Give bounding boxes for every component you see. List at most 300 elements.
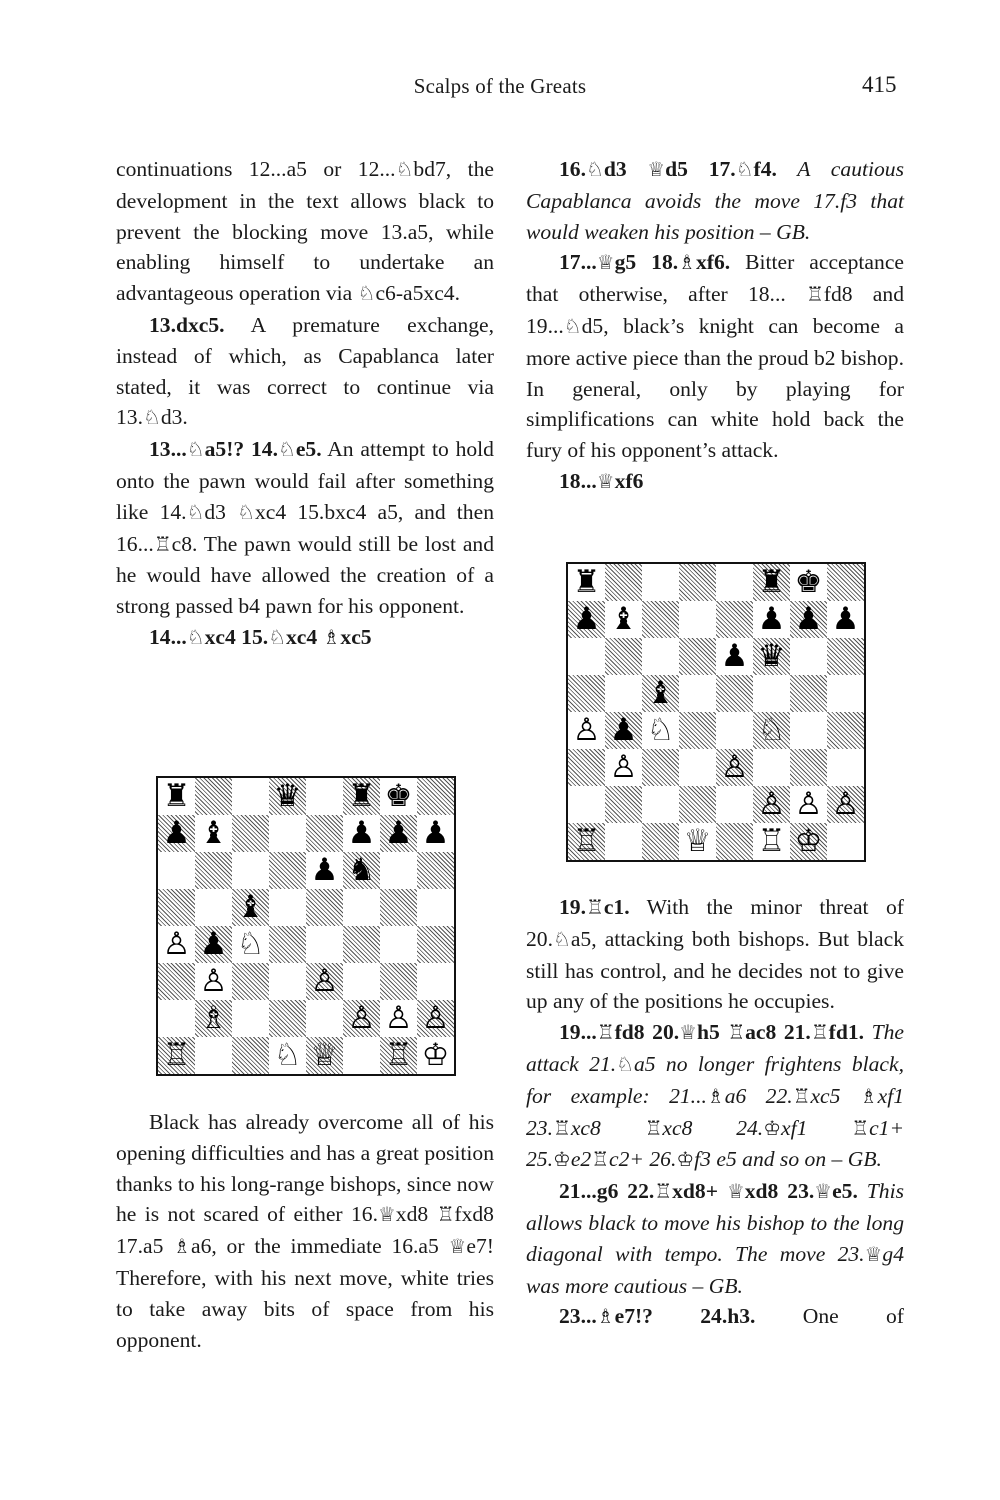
chess-piece-icon: ♘ [646,712,675,748]
chess-figurine-icon: ♘ [553,927,571,951]
text-run: xc4 15.bxc4 a5, and then 16... [116,499,494,556]
chess-piece-icon: ♙ [162,926,191,962]
text-run: g4 was more cautious – GB. [526,1241,904,1298]
board-square [679,601,716,638]
board-square [827,638,864,675]
board-square [158,1037,195,1074]
board-square [642,638,679,675]
text-run: c6-a5xc4. [375,281,460,306]
board-square [753,638,790,675]
board-square [605,786,642,823]
board-square [417,889,454,926]
chess-figurine-icon: ♘ [268,625,286,649]
chess-piece-icon: ♝ [199,815,228,851]
board-square [195,1037,232,1074]
text-run: Bitter acceptance that otherwise, after 18... [526,250,904,307]
text-run: c1+ 25. [526,1115,905,1172]
chess-figurine-icon: ♖ [805,283,824,307]
board-square [605,601,642,638]
text-run: continuations 12...a5 or 12... [116,157,396,181]
text-run: 19. [559,895,586,919]
text-run: e5. [832,1179,858,1204]
board-square [568,823,605,860]
paragraph [526,154,904,247]
chess-piece-icon: ♖ [572,823,601,859]
board-square [716,712,753,749]
board-square [232,778,269,815]
text-run: The attack 21. [526,1020,904,1076]
board-square [753,601,790,638]
chess-piece-icon: ♜ [757,564,786,600]
board-square [716,749,753,786]
text-run: xc4 [286,624,323,649]
chess-piece-icon: ♙ [609,749,638,785]
board-square [716,675,753,712]
chess-piece-icon: ♘ [757,712,786,748]
text-run: 21...g6 22. [559,1179,655,1204]
chess-piece-icon: ♞ [347,852,376,888]
chess-figurine-icon: ♖ [153,532,172,556]
board-square [417,778,454,815]
text-run: a5!? 14. [204,437,278,462]
paragraph [116,154,494,310]
text-run: c2+ 26. [609,1147,677,1172]
chess-piece-icon: ♟ [347,815,376,851]
board-square [195,852,232,889]
board-square [232,815,269,852]
board-square [269,963,306,1000]
chess-piece-icon: ♟ [572,601,601,637]
board-square [642,601,679,638]
text-run: a5, attacking both bishops. But black still has control, and he decides not to give up any of the positions he occupies. [526,926,904,1014]
chess-figurine-icon: ♖ [596,1021,615,1045]
board-square [642,786,679,823]
board-square [605,564,642,601]
text-run: 17... [559,250,597,275]
board-square [753,564,790,601]
chess-piece-icon: ♝ [236,889,265,925]
text-run: d3 [204,499,238,524]
chess-figurine-icon: ♖ [591,1148,610,1172]
board-square [790,638,827,675]
text-run: 23... [559,1304,597,1329]
text-run: A cautious Capablanca avoids the move 17.f3 that would weaken his position – GB. [526,157,904,244]
left-column-lower [116,1107,494,1355]
chess-figurine-icon: ♔ [553,1148,571,1172]
text-run: d5 17. [665,157,736,181]
board-square [679,675,716,712]
text-run: 16. [559,157,586,181]
text-run: xc5 [340,624,372,649]
chess-figurine-icon: ♔ [676,1148,695,1172]
text-run: d3. [160,405,188,430]
board-square [827,823,864,860]
chess-piece-icon: ♙ [757,786,786,822]
page-number: 415 [862,72,897,97]
text-run: a6, or the immediate 16.a5 [190,1234,449,1259]
paragraph [526,1017,904,1176]
board-square [195,778,232,815]
board-square [306,926,343,963]
board-square [269,926,306,963]
board-square [716,823,753,860]
text-run: xd8 [395,1202,437,1227]
chess-diagram-1 [156,776,456,1076]
board-square [827,749,864,786]
board-square [679,712,716,749]
board-square [827,675,864,712]
chess-piece-icon: ♚ [384,778,413,814]
chess-piece-icon: ♙ [421,1000,450,1036]
text-run: fd8 and 19... [526,282,904,338]
board-square [269,778,306,815]
chess-piece-icon: ♟ [609,712,638,748]
text-run: xc8 24. [662,1115,764,1140]
chess-piece-icon: ♛ [273,778,302,814]
chess-figurine-icon: ♗ [859,1084,878,1108]
board-square [790,564,827,601]
text-run: c8. The pawn would still be lost and he would have allowed the creation of a strong passed b4 pawn for his opponent. [116,531,494,619]
chess-piece-icon: ♟ [794,601,823,637]
board-square [306,1037,343,1074]
board-square [417,1000,454,1037]
paragraph [526,1176,904,1301]
board-square [306,815,343,852]
board-square [158,926,195,963]
left-column-upper [116,154,494,654]
chess-figurine-icon: ♗ [706,1084,725,1108]
board-square [306,852,343,889]
board-square [380,926,417,963]
text-run: 13.dxc5. [149,312,225,337]
chess-figurine-icon: ♔ [763,1116,782,1140]
board-square [790,786,827,823]
text-run: xc5 [810,1083,860,1108]
board-square [605,823,642,860]
board-square [269,1037,306,1074]
text-run: 18... [559,468,597,493]
text-run: xc8 [570,1115,645,1140]
text-run: xf1 23. [526,1083,905,1140]
text-run: An attempt to hold onto the pawn would fail after something like 14. [116,437,494,524]
board-square [417,815,454,852]
paragraph [116,310,494,434]
text-run: xd8 23. [744,1179,815,1204]
board-square [716,601,753,638]
board-square [158,815,195,852]
text-run: e2 [570,1147,592,1172]
text-run: One of [755,1304,904,1329]
text-run: a6 22. [724,1083,793,1108]
chess-piece-icon: ♔ [794,823,823,859]
chess-piece-icon: ♜ [347,778,376,814]
chess-piece-icon: ♘ [273,1037,302,1073]
running-header-title: Scalps of the Greats [413,74,587,98]
board-square [232,1037,269,1074]
chess-piece-icon: ♜ [162,778,191,814]
chess-figurine-icon: ♕ [596,251,615,275]
chess-figurine-icon: ♕ [726,1180,745,1204]
chess-figurine-icon: ♕ [596,469,615,493]
board-square [306,778,343,815]
board-square [679,749,716,786]
chess-figurine-icon: ♘ [563,314,582,338]
chess-figurine-icon: ♘ [278,438,296,462]
text-run: fd1. [828,1020,865,1045]
chess-piece-icon: ♝ [609,601,638,637]
chess-piece-icon: ♕ [683,823,712,859]
chess-figurine-icon: ♘ [186,500,205,524]
chess-piece-icon: ♟ [384,815,413,851]
board-square [716,786,753,823]
chess-figurine-icon: ♗ [322,625,341,649]
text-run: ac8 21. [745,1020,811,1045]
board-square [568,749,605,786]
board-square [568,786,605,823]
text-run: xd8+ [672,1179,727,1204]
board-square [195,1000,232,1037]
board-square [232,889,269,926]
board-square [716,638,753,675]
chess-figurine-icon: ♘ [186,438,205,462]
board-square [232,926,269,963]
chess-piece-icon: ♟ [421,815,450,851]
board-square [642,823,679,860]
board-square [605,675,642,712]
text-run: xc4 15. [204,624,269,649]
board-square [827,564,864,601]
chess-diagram-2 [566,562,866,862]
text-run: d3 [603,157,648,181]
board-square [642,564,679,601]
board-square [343,778,380,815]
board-square [158,852,195,889]
chess-figurine-icon: ♘ [586,158,604,181]
board-square [790,601,827,638]
text-run: e7! Therefore, with his next move, white tries to take away bits of space from his opponent. [116,1234,494,1352]
board-square [753,675,790,712]
chess-piece-icon: ♕ [310,1037,339,1073]
board-square [753,712,790,749]
chess-figurine-icon: ♖ [654,1180,673,1204]
text-run: A premature exchange, instead of which, as Capablanca later stated, it was correct to continue via 13. [116,312,494,430]
board-square [790,712,827,749]
board-square [158,778,195,815]
board-square [568,601,605,638]
chess-piece-icon: ♟ [162,815,191,851]
text-run: f4. [753,157,777,181]
board-square [753,749,790,786]
board-square [605,638,642,675]
chess-figurine-icon: ♖ [586,896,604,919]
board-square [380,1037,417,1074]
board-square [790,675,827,712]
board-square [380,1000,417,1037]
text-run: bd7, the development in the text allows black to prevent the blocking move 13.a5, while enabling himself to undertake an advantageous operation via [116,157,494,306]
chess-piece-icon: ♖ [162,1037,191,1073]
chess-figurine-icon: ♖ [792,1084,811,1108]
text-run: e7!? 24.h3. [614,1304,756,1329]
board-square [343,852,380,889]
chess-figurine-icon: ♕ [377,1203,396,1227]
board-square [306,889,343,926]
board-square [753,786,790,823]
board-square [827,786,864,823]
text-run: Black has already overcome all of his opening difficulties and has a great position thanks to his long-range bishops, since now he is not scared of either 16. [116,1110,494,1227]
chess-figurine-icon: ♖ [851,1116,870,1140]
board-square [195,926,232,963]
chess-piece-icon: ♟ [831,601,860,637]
chess-figurine-icon: ♕ [679,1021,697,1045]
board-square [568,712,605,749]
chess-figurine-icon: ♘ [143,406,161,430]
board-square [343,1037,380,1074]
chess-figurine-icon: ♘ [186,625,205,649]
board-square [158,1000,195,1037]
paragraph [526,247,904,466]
chess-piece-icon: ♔ [421,1037,450,1073]
chess-piece-icon: ♖ [384,1037,413,1073]
chess-figurine-icon: ♘ [395,158,414,181]
chess-figurine-icon: ♕ [864,1242,883,1266]
board-square [232,852,269,889]
board-square [232,963,269,1000]
board-square [679,786,716,823]
board-square [158,963,195,1000]
chess-figurine-icon: ♖ [727,1021,746,1045]
board-square [343,1000,380,1037]
text-run: With the minor threat of 20. [526,895,904,951]
paragraph [526,466,904,498]
chess-figurine-icon: ♗ [173,1235,191,1259]
chess-piece-icon: ♙ [831,786,860,822]
board-square [232,1000,269,1037]
chess-piece-icon: ♛ [757,638,786,674]
chess-piece-icon: ♙ [199,963,228,999]
text-run: c1. [603,895,630,919]
board-square [679,564,716,601]
right-column-upper [526,154,904,498]
chess-piece-icon: ♙ [384,1000,413,1036]
chess-piece-icon: ♙ [347,1000,376,1036]
paragraph [116,1107,494,1355]
chess-figurine-icon: ♖ [644,1116,663,1140]
board-square [716,564,753,601]
board-square [380,815,417,852]
text-run: xf6 [614,468,644,493]
board-square [417,926,454,963]
board-square [269,889,306,926]
board-square [306,963,343,1000]
board-square [343,963,380,1000]
board-square [827,601,864,638]
chess-figurine-icon: ♖ [553,1116,571,1140]
chess-piece-icon: ♟ [310,852,339,888]
paragraph [116,434,494,622]
board-square [642,675,679,712]
chess-piece-icon: ♙ [720,749,749,785]
chess-figurine-icon: ♕ [814,1180,833,1204]
chess-figurine-icon: ♘ [237,500,255,524]
chess-piece-icon: ♚ [794,564,823,600]
chess-figurine-icon: ♖ [436,1203,455,1227]
board-square [790,749,827,786]
board-square [568,675,605,712]
text-run: a5 no longer frightens black, for example: 21... [526,1051,904,1108]
paragraph [526,1301,904,1333]
chess-piece-icon: ♘ [236,926,265,962]
chess-piece-icon: ♖ [757,823,786,859]
board-square [790,823,827,860]
text-run: fd8 20. [614,1020,680,1045]
board-square [827,712,864,749]
board-square [380,963,417,1000]
chess-piece-icon: ♝ [646,675,675,711]
text-run: g5 18. [614,250,679,275]
text-run: h5 [696,1020,728,1045]
chess-piece-icon: ♙ [572,712,601,748]
text-run: 13... [149,437,187,462]
text-run: e5. [295,437,322,462]
board-square [306,1000,343,1037]
chess-piece-icon: ♜ [572,564,601,600]
board-square [269,852,306,889]
board-square [417,852,454,889]
text-run: d5, black’s knight can become a more active piece than the proud b2 bishop. In general, only by playing for simplifications can white hold back the fury of his opponent’s attack. [526,313,904,463]
right-column-lower [526,892,904,1333]
board-square [679,823,716,860]
text-run: 14... [149,624,187,649]
board-square [568,564,605,601]
text-run: xf1 [781,1115,852,1140]
board-square [605,749,642,786]
chess-figurine-icon: ♗ [678,251,696,275]
chess-piece-icon: ♟ [199,926,228,962]
board-square [195,889,232,926]
chess-piece-icon: ♟ [720,638,749,674]
board-square [195,815,232,852]
board-square [417,963,454,1000]
board-square [605,712,642,749]
paragraph [116,622,494,654]
chess-figurine-icon: ♘ [357,282,376,306]
board-square [269,1000,306,1037]
chess-piece-icon: ♙ [310,963,339,999]
board-square [642,749,679,786]
board-square [343,889,380,926]
chess-figurine-icon: ♕ [647,158,666,181]
board-square [195,963,232,1000]
board-square [269,815,306,852]
board-square [753,823,790,860]
chess-figurine-icon: ♕ [448,1235,467,1259]
board-square [343,926,380,963]
chess-figurine-icon: ♘ [735,158,754,181]
chess-figurine-icon: ♖ [810,1021,829,1045]
text-run: xf6. [695,250,731,275]
board-square [568,638,605,675]
chess-piece-icon: ♗ [199,1000,228,1036]
chess-figurine-icon: ♗ [596,1305,615,1329]
text-run: fxd8 17.a5 [116,1202,494,1259]
paragraph [526,892,904,1017]
chess-figurine-icon: ♘ [616,1052,634,1076]
board-square [158,889,195,926]
text-run: f3 e5 and so on – GB. [694,1147,882,1172]
text-run: This allows black to move his bishop to the long diagonal with tempo. The move 23. [526,1179,904,1266]
chess-piece-icon: ♙ [794,786,823,822]
board-square [642,712,679,749]
